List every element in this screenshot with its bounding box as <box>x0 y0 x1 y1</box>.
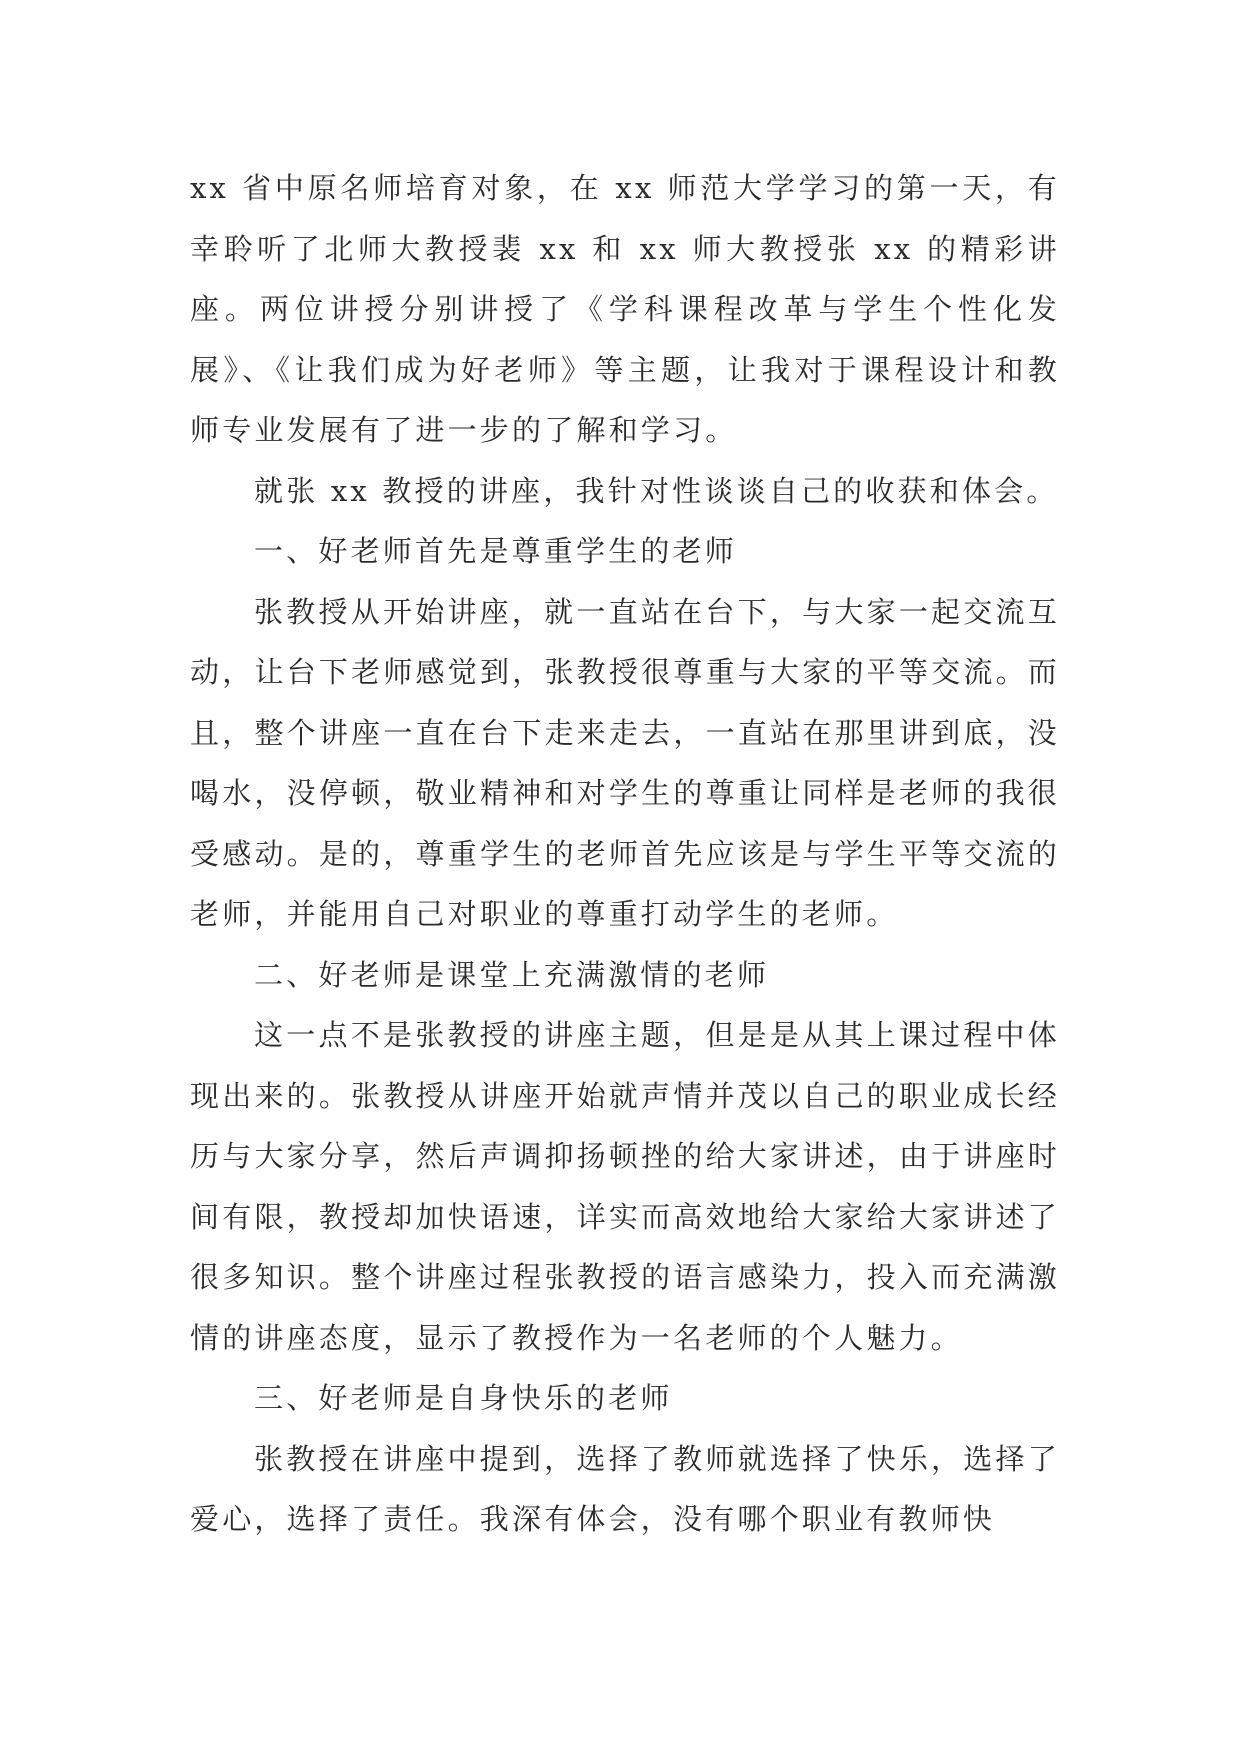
paragraph-happiness: 张教授在讲座中提到，选择了教师就选择了快乐，选择了爱心，选择了责任。我深有体会，没有哪个职业有教师快 <box>190 1441 1060 1536</box>
section-heading-3: 三、好老师是自身快乐的老师 <box>254 1381 673 1415</box>
paragraph-passion: 这一点不是张教授的讲座主题，但是是从其上课过程中体现出来的。张教授从讲座开始就声情并茂以自己的职业成长经历与大家分享，然后声调抑扬顿挫的给大家讲述，由于讲座时间有限，教授却加快语速，详实而高效地给大家给大家讲述了很多知识。整个讲座过程张教授的语言感染力，投入而充满激情的讲座态度，显示了教授作为一名老师的个人魅力。 <box>190 1018 1060 1355</box>
document-body <box>190 158 1060 1550</box>
section-heading-1: 一、好老师首先是尊重学生的老师 <box>254 534 738 568</box>
paragraph-intro: xx 省中原名师培育对象，在 xx 师范大学学习的第一天，有幸聆听了北师大教授裴 xx 和 xx 师大教授张 xx 的精彩讲座。两位讲授分别讲授了《学科课程改革与学生个性化发展》、《让我们成为好老师》等主题，让我对于课程设计和教师专业发展有了进一步的了解和学习。 <box>190 171 1060 447</box>
section-heading-2: 二、好老师是课堂上充满激情的老师 <box>254 957 770 992</box>
paragraph-topic: 就张 xx 教授的讲座，我针对性谈谈自己的收获和体会。 <box>254 473 1059 508</box>
paragraph-respect: 张教授从开始讲座，就一直站在台下，与大家一起交流互动，让台下老师感觉到，张教授很尊重与大家的平等交流。而且，整个讲座一直在台下走来走去，一直站在那里讲到底，没喝水，没停顿，敬业精神和对学生的尊重让同样是老师的我很受感动。是的，尊重学生的老师首先应该是与学生平等交流的老师，并能用自己对职业的尊重打动学生的老师。 <box>190 594 1060 931</box>
